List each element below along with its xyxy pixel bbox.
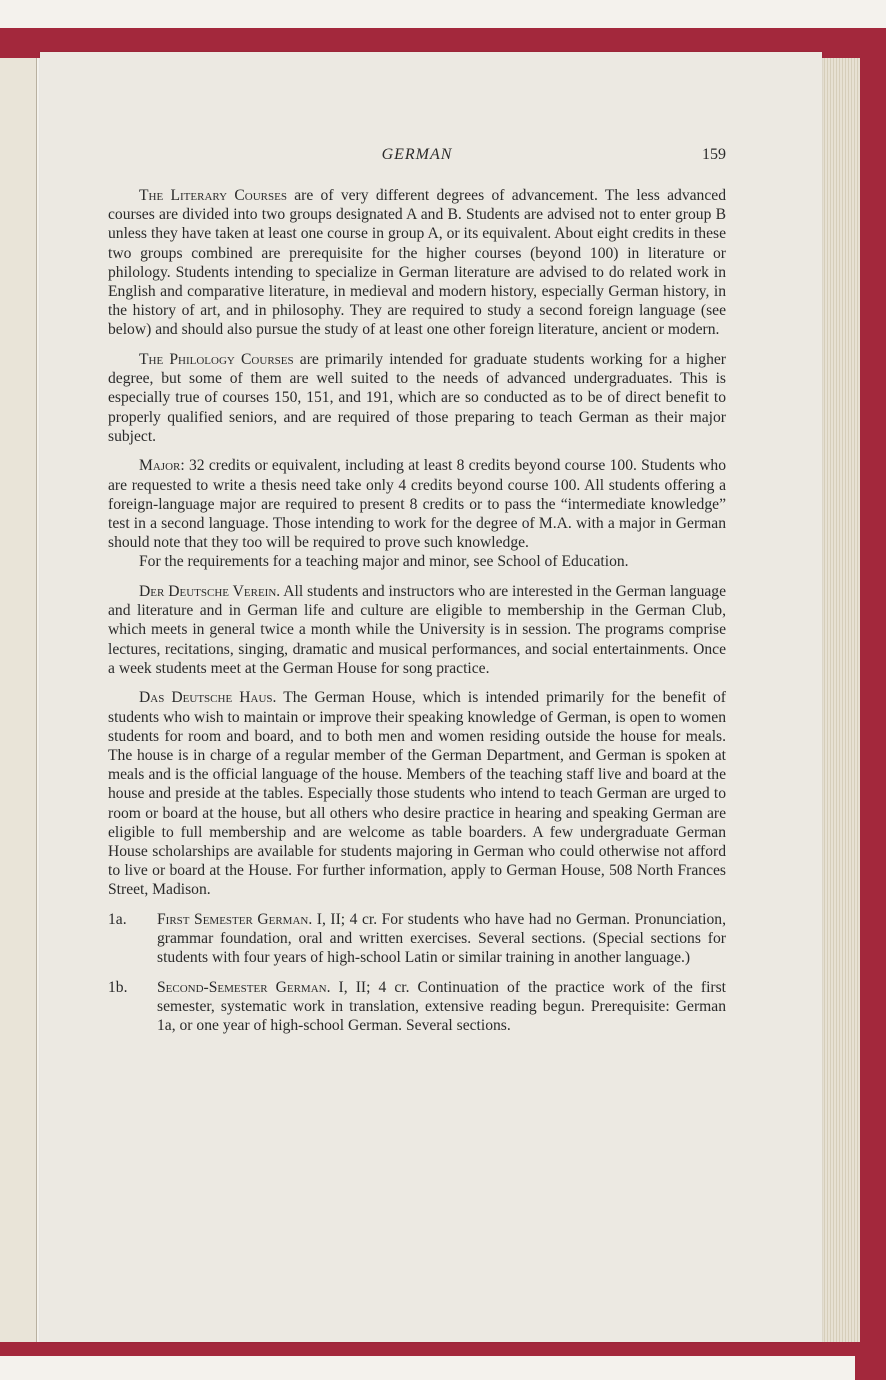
course-entry-1b	[108, 978, 726, 1036]
page-header	[108, 146, 726, 170]
paragraph-heading: Major:	[139, 457, 185, 475]
paragraph-heading: The Philology Courses	[139, 351, 294, 369]
paragraph-text: The German House, which is intended primarily for the benefit of students who wish to maintain or improve their speaking knowledge of German, is open to women students for room and board, and to both men and women residing outside the house for meals. The house is in charge of a regular member of the German Department, and German is spoken at meals and is the official language of the house. Members of the teaching staff live and board at the house and preside at the tables. Especially those students who intend to teach German are urged to room or board at the house, but all others who desire practice in hearing and speaking German are eligible to full membership and are welcome as table boarders. A few undergraduate German House scholarships are available for students majoring in German who could otherwise not afford to live or board at the House. For further information, apply to German House, 508 North Frances Street, Madison.	[108, 689, 727, 899]
paragraph-text: are primarily intended for graduate students working for a higher degree, but some of them are well suited to the needs of advanced undergraduates. This is especially true of courses 150, 151, and 191, which are so conducted as to be of direct benefit to properly qualified seniors, and are required of those preparing to teach German as their major subject.	[108, 351, 726, 445]
paragraph-philology-courses	[108, 350, 726, 446]
course-description	[157, 978, 726, 1036]
course-description	[157, 910, 726, 968]
page-body	[108, 186, 726, 1046]
paragraph-text: All students and instructors who are interested in the German language and literature and in German life and culture are eligible to membership in the German Club, which meets in general twice a month while the University is in session. The programs comprise lectures, recitations, singing, dramatic and musical performances, and social entertainments. Once a week students meet at the German House for song practice.	[108, 583, 727, 677]
paragraph-deutsche-haus	[108, 688, 726, 899]
running-title: GERMAN	[381, 146, 453, 163]
paragraph-heading: Das Deutsche Haus.	[139, 689, 277, 707]
paragraph-teaching	[108, 552, 726, 571]
paragraph-literary-courses	[108, 186, 726, 340]
course-entry-1a	[108, 910, 726, 968]
course-title: First Semester German.	[157, 911, 313, 929]
cover-binding-bottom	[0, 1342, 886, 1356]
paragraph-text: 32 credits or equivalent, including at least 8 credits beyond course 100. Students who are requested to write a thesis need take only 4 credits beyond course 100. All students offering a foreign-language major are required to present 8 credits or to pass the “intermediate knowledge” test in a second language. Those intending to work for the degree of M.A. with a major in German should note that they too will be required to prove such knowledge.	[108, 457, 726, 552]
course-number: 1b.	[108, 979, 128, 997]
paragraph-major	[108, 456, 726, 552]
page-number: 159	[702, 146, 726, 163]
paragraph-text: are of very different degrees of advancement. The less advanced courses are divided into two groups designated A and B. Students are advised not to enter group B unless they have taken at least one course in group A, or its equivalent. About eight credits in these two groups combined are prerequisite for the higher courses (beyond 100) in literature or philology. Students intending to specialize in German literature are advised to do related work in English and comparative literature, in medieval and modern history, especially German history, in the history of art, and in philosophy. They are required to study a second foreign language (see below) and should also pursue the study of at least one other foreign literature, ancient or modern.	[108, 187, 726, 339]
course-number: 1a.	[108, 911, 127, 929]
paragraph-text: For the requirements for a teaching major and minor, see School of Education.	[139, 553, 629, 571]
paragraph-heading: The Literary Courses	[139, 187, 287, 204]
course-title: Second-Semester German.	[157, 979, 331, 997]
paragraph-heading: Der Deutsche Verein.	[139, 583, 281, 601]
paragraph-deutsche-verein	[108, 582, 726, 678]
page-edges	[822, 58, 860, 1342]
course-text: I, II; 4 cr. Continuation of the practice work of the first semester, systematic work in translation, extensive reading begun. Prerequisite: German 1a, or one year of high-school German. Several sections.	[157, 979, 726, 1035]
left-page-edge	[0, 58, 37, 1342]
course-text: I, II; 4 cr. For students who have had no German. Pronunciation, grammar foundation, oral and written exercises. Several sections. (Special sections for students with four years of high-school Latin or similar training in another language.)	[157, 911, 726, 967]
